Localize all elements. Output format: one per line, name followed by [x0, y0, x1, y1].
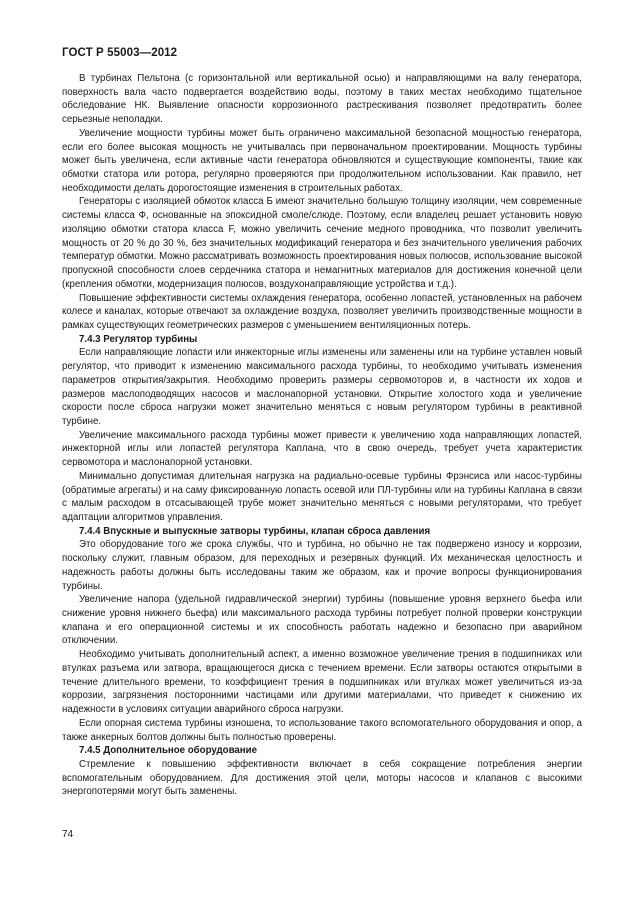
page-number: 74: [62, 829, 74, 840]
paragraph: Стремление к повышению эффективности включает в себя сокращение потребления энергии вспомогательным оборудованием. Для достижения этой цели, моторы насосов и клапанов с высокими энергопотерями могут быть заменены.: [62, 758, 582, 798]
paragraph: Увеличение максимального расхода турбины может привести к увеличению хода направляющих лопастей, инжекторной иглы или лопастей регулятора Каплана, что в свою очередь, требует учета характеристик сервомотора и маслонапорной установки.: [62, 429, 582, 469]
paragraph: Если направляющие лопасти или инжекторные иглы изменены или заменены или на турбине уставлен новый регулятор, что приводит к изменению максимального расхода турбины, то необходимо учитывать изменения параметров открытия/закрытия. Необходимо проверить размеры сервомоторов и, в частности их ходов и размеров маслоподводящих насосов и маслонапорной установки. Открытие холостого хода и увеличение скорости после сброса нагрузки может значительно меняться с новым регулятором турбины в реактивной турбине.: [62, 347, 582, 427]
paragraph: Повышение эффективности системы охлаждения генератора, особенно лопастей, установленных на рабочем колесе и каналах, которые отвечают за охлаждение воздуха, позволяет увеличить производственные мощности в рамках существующих геометрических размеров с уменьшением вентиляционных потерь.: [62, 292, 582, 331]
section-heading-7-4-5: 7.4.5 Дополнительное оборудование: [79, 745, 257, 757]
document-id-header: ГОСТ Р 55003—2012: [62, 47, 178, 59]
paragraph: Если опорная система турбины изношена, то использование такого вспомогательного оборудования и опор, а также анкерных болтов должны быть полностью проверены.: [62, 717, 582, 743]
paragraph: Необходимо учитывать дополнительный аспект, а именно возможное увеличение трения в подшипниках или втулках разъема или затвора, вращающегося диска с течением времени. Если затворы остаются открытыми в течение длительного времени, то коэффициент трения в подшипниках или втулках может увеличиться из-за коррозии, загрязнения посторонними частицами или другими материалами, что приведет к снижению их надежности в условиях ситуации аварийного сброса нагрузки.: [62, 649, 582, 716]
paragraph: Увеличение напора (удельной гидравлической энергии) турбины (повышение уровня верхнего бьефа или снижение уровня нижнего бьефа) или максимального расхода турбины потребует полной проверки конструкции клапана и его операционной системы и их способность работать надежно и безопасно при аварийном отключении.: [62, 594, 582, 647]
paragraph: Генераторы с изоляцией обмоток класса Б имеют значительно большую толщину изоляции, чем современные системы класса Ф, основанные на эпоксидной смоле/слюде. Поэтому, если владелец решает установить новую изоляцию обмотки статора класса F, можно увеличить сечение медного проводника, что позволит увеличить мощность от 20 % до 30 %, без значительных модификаций генератора и без значительного увеличения рабочих температур обмотки. Можно рассматривать возможность проектирования новых полюсов, использование высокой пропускной способности слоев сердечника статора и немагнитных материалов для достижения конечной цели (крепления обмотки, модернизация полюсов, воздухонаправляющие устройства и т.д.).: [62, 196, 582, 290]
paragraph: Увеличение мощности турбины может быть ограничено максимальной безопасной мощностью генератора, если его более высокая мощность не учитывалась при первоначальном проектировании. Мощность турбины может быть увеличена, если активные части генератора обновляются и существующие компоненты, такие как обмотки статора или ротора, регулярно проверяются при продолжительном использовании. Как правило, нет необходимости делать дорогостоящие изменения в строительных работах.: [62, 127, 582, 194]
section-heading-7-4-3: 7.4.3 Регулятор турбины: [79, 333, 198, 345]
paragraph: Минимально допустимая длительная нагрузка на радиально-осевые турбины Фрэнсиса или насос-турбины (обратимые агрегаты) и на саму фиксированную лопасть осевой или ПЛ-турбины или на турбины Каплана в связи с малым расходом в отсасывающей трубе может значительно меняться с новыми регуляторами, что требует адаптации алгоритмов управления.: [62, 470, 582, 523]
document-body: [62, 72, 582, 799]
paragraph: В турбинах Пельтона (с горизонтальной или вертикальной осью) и направляющими на валу генератора, поверхность вала часто подвергается воздействию воды, поэтому в таких местах необходимо тщательное обследование НК. Выявление опасности коррозионного растрескивания позволяет предотвратить более серьезные неполадки.: [62, 73, 582, 126]
section-heading-7-4-4: 7.4.4 Впускные и выпускные затворы турбины, клапан сброса давления: [79, 525, 431, 537]
paragraph: Это оборудование того же срока службы, что и турбина, но обычно не так подвержено износу и коррозии, поскольку служит, главным образом, для переходных и резервных функций. Их механическая целостность и надежность работы должны быть исследованы таким же образом, как и прочие вопросы функционирования турбины.: [62, 539, 582, 592]
